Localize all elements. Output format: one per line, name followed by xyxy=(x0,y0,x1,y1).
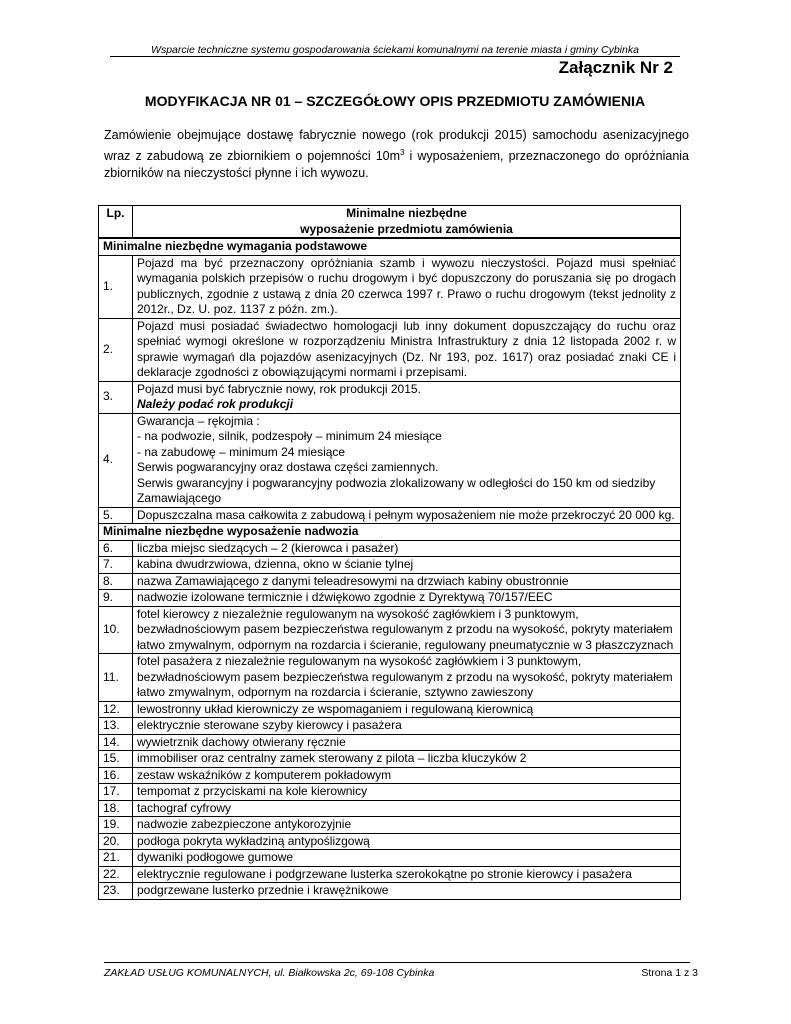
row-lp: 12. xyxy=(99,701,133,718)
header-description xyxy=(133,206,681,239)
table-row xyxy=(99,557,681,574)
row-text: liczba miejsc siedzących – 2 (kierowca i pasażer) xyxy=(133,540,681,557)
section-row-basic xyxy=(99,238,681,255)
header-rule xyxy=(110,56,680,57)
row-lp: 5. xyxy=(99,507,133,524)
table-row xyxy=(99,817,681,834)
row-text: wywietrznik dachowy otwierany ręcznie xyxy=(133,734,681,751)
table-row xyxy=(99,413,681,507)
row-lp: 16. xyxy=(99,767,133,784)
row-lp: 15. xyxy=(99,751,133,768)
row-text: Pojazd ma być przeznaczony opróżniania szamb i wywozu nieczystości. Pojazd musi spełniać wymagania polskich przepisów o ruchu drogowym i być dopuszczony do poruszania się po drogach publicznych, zgodnie z ustawą z dnia 20 czerwca 1997 r. Prawo o ruchu drogowym (tekst jednolity z 2012r., Dz. U. poz. 1137 z późn. zm.). xyxy=(133,255,681,318)
row-text: nadwozie zabezpieczone antykorozyjnie xyxy=(133,817,681,834)
row-text-line: Gwarancja – rękojmia : xyxy=(137,413,260,428)
intro-text-after: i wyposażeniem, przeznaczonego do opróżniania zbiorników na nieczystości płynne i ich wywozu. xyxy=(104,149,689,181)
row-text-emphasis: Należy podać rok produkcji xyxy=(137,397,294,411)
table-row xyxy=(99,255,681,318)
table-row xyxy=(99,850,681,867)
attachment-label: Załącznik Nr 2 xyxy=(558,58,673,77)
table-row xyxy=(99,701,681,718)
table-row xyxy=(99,507,681,524)
table-row xyxy=(99,883,681,900)
table-row xyxy=(99,540,681,557)
row-lp: 4. xyxy=(99,413,133,507)
row-text: nadwozie izolowane termicznie i dźwiękowo zgodnie z Dyrektywą 70/157/EEC xyxy=(133,590,681,607)
section-row-body xyxy=(99,524,681,541)
table-row xyxy=(99,784,681,801)
row-lp: 14. xyxy=(99,734,133,751)
footer-address: ZAKŁAD USŁUG KOMUNALNYCH, ul. Białkowska 2c, 69-108 Cybinka xyxy=(104,967,435,979)
row-text-line: Pojazd musi być fabrycznie nowy, rok produkcji 2015. xyxy=(137,381,421,396)
table-row xyxy=(99,734,681,751)
row-text: kabina dwudrzwiowa, dzienna, okno w ścianie tylnej xyxy=(133,557,681,574)
table-row xyxy=(99,606,681,654)
row-text: podłoga pokryta wykładziną antypoślizgową xyxy=(133,833,681,850)
intro-text-before: Zamówienie obejmujące dostawę fabrycznie nowego (rok produkcji 2015) samochodu asenizacyjnego wraz z zabudową ze zbiornikiem o pojemności 10m xyxy=(104,128,689,164)
row-text: fotel pasażera z niezależnie regulowanym na wysokość zagłówkiem i 3 punktowym, bezwładnościowym pasem bezpieczeństwa regulowanym z przodu na wysokość, pokryty materiałem łatwo zmywalnym, odpornym na rozdarcia i ścieranie, sztywno zawieszony xyxy=(133,654,681,702)
row-lp: 8. xyxy=(99,573,133,590)
row-lp: 2. xyxy=(99,318,133,381)
header-description-line2: wyposażenie przedmiotu zamówienia xyxy=(300,221,513,236)
header-subtitle: Wsparcie techniczne systemu gospodarowania ściekami komunalnymi na terenie miasta i gminy Cybinka xyxy=(151,44,639,56)
document-title: MODYFIKACJA NR 01 – SZCZEGÓŁOWY OPIS PRZEDMIOTU ZAMÓWIENIA xyxy=(144,93,646,109)
row-lp: 19. xyxy=(99,817,133,834)
row-text-line: Serwis pogwarancyjny oraz dostawa części zamiennych. xyxy=(137,460,439,474)
row-lp: 3. xyxy=(99,381,133,413)
row-lp: 23. xyxy=(99,883,133,900)
row-lp: 22. xyxy=(99,866,133,883)
row-text: Dopuszczalna masa całkowita z zabudową i pełnym wyposażeniem nie może przekroczyć 20 000 kg. xyxy=(133,507,681,524)
row-lp: 7. xyxy=(99,557,133,574)
row-text xyxy=(133,381,681,413)
table-row xyxy=(99,718,681,735)
row-text: tempomat z przyciskami na kole kierownicy xyxy=(133,784,681,801)
requirements-table xyxy=(98,205,681,900)
row-text: elektrycznie regulowane i podgrzewane lusterka szerokokątne po stronie kierowcy i pasażera xyxy=(133,866,681,883)
row-text: elektrycznie sterowane szyby kierowcy i pasażera xyxy=(133,718,681,735)
table-row xyxy=(99,833,681,850)
row-lp: 20. xyxy=(99,833,133,850)
footer-page-number: Strona 1 z 3 xyxy=(641,967,698,979)
row-lp: 6. xyxy=(99,540,133,557)
row-text xyxy=(133,413,681,507)
row-text-line: Serwis gwarancyjny i pogwarancyjny podwozia zlokalizowany w odległości do 150 km od siedziby Zamawiającego xyxy=(137,475,656,505)
row-lp: 1. xyxy=(99,255,133,318)
table-row xyxy=(99,381,681,413)
row-text-line: - na podwozie, silnik, podzespoły – minimum 24 miesiące xyxy=(137,429,442,443)
intro-superscript: 3 xyxy=(400,148,405,157)
header-lp: Lp. xyxy=(99,206,133,239)
table-row xyxy=(99,866,681,883)
table-row xyxy=(99,590,681,607)
table-row xyxy=(99,318,681,381)
row-text-line: - na zabudowę – minimum 24 miesiące xyxy=(137,444,346,459)
row-lp: 11. xyxy=(99,654,133,702)
row-lp: 10. xyxy=(99,606,133,654)
table-header-row xyxy=(99,206,681,239)
section-title-basic: Minimalne niezbędne wymagania podstawowe xyxy=(99,238,681,255)
section-title-body: Minimalne niezbędne wyposażenie nadwozia xyxy=(99,524,681,541)
row-text: dywaniki podłogowe gumowe xyxy=(133,850,681,867)
row-lp: 9. xyxy=(99,590,133,607)
row-lp: 21. xyxy=(99,850,133,867)
header-description-line1: Minimalne niezbędne xyxy=(346,206,467,220)
table-row xyxy=(99,751,681,768)
row-text: podgrzewane lusterko przednie i krawężnikowe xyxy=(133,883,681,900)
row-text: tachograf cyfrowy xyxy=(133,800,681,817)
table-row xyxy=(99,800,681,817)
row-text: immobiliser oraz centralny zamek sterowany z pilota – liczba kluczyków 2 xyxy=(133,751,681,768)
table-row xyxy=(99,654,681,702)
table-row xyxy=(99,573,681,590)
row-text: fotel kierowcy z niezależnie regulowanym na wysokość zagłówkiem i 3 punktowym, bezwładnościowym pasem bezpieczeństwa regulowanym z przodu na wysokość, pokryty materiałem łatwo zmywalnym, odpornym na rozdarcia i ścieranie, regulowany pneumatycznie w 3 płaszczyznach xyxy=(133,606,681,654)
row-text: zestaw wskaźników z komputerem pokładowym xyxy=(133,767,681,784)
row-text: Pojazd musi posiadać świadectwo homologacji lub inny dokument dopuszczający do ruchu oraz spełniać wymogi określone w rozporządzeniu Ministra Infrastruktury z dnia 12 listopada 2002 r. w sprawie wymagań dla pojazdów asenizacyjnych (Dz. Nr 193, poz. 1617) oraz posiadać znaki CE i deklaracje zgodności z obowiązującymi normami i przepisami. xyxy=(133,318,681,381)
row-text: lewostronny układ kierowniczy ze wspomaganiem i regulowaną kierownicą xyxy=(133,701,681,718)
row-lp: 17. xyxy=(99,784,133,801)
footer-rule xyxy=(104,962,690,963)
row-lp: 13. xyxy=(99,718,133,735)
row-text: nazwa Zamawiającego z danymi teleadresowymi na drzwiach kabiny obustronnie xyxy=(133,573,681,590)
intro-paragraph xyxy=(104,127,689,182)
table-row xyxy=(99,767,681,784)
row-lp: 18. xyxy=(99,800,133,817)
